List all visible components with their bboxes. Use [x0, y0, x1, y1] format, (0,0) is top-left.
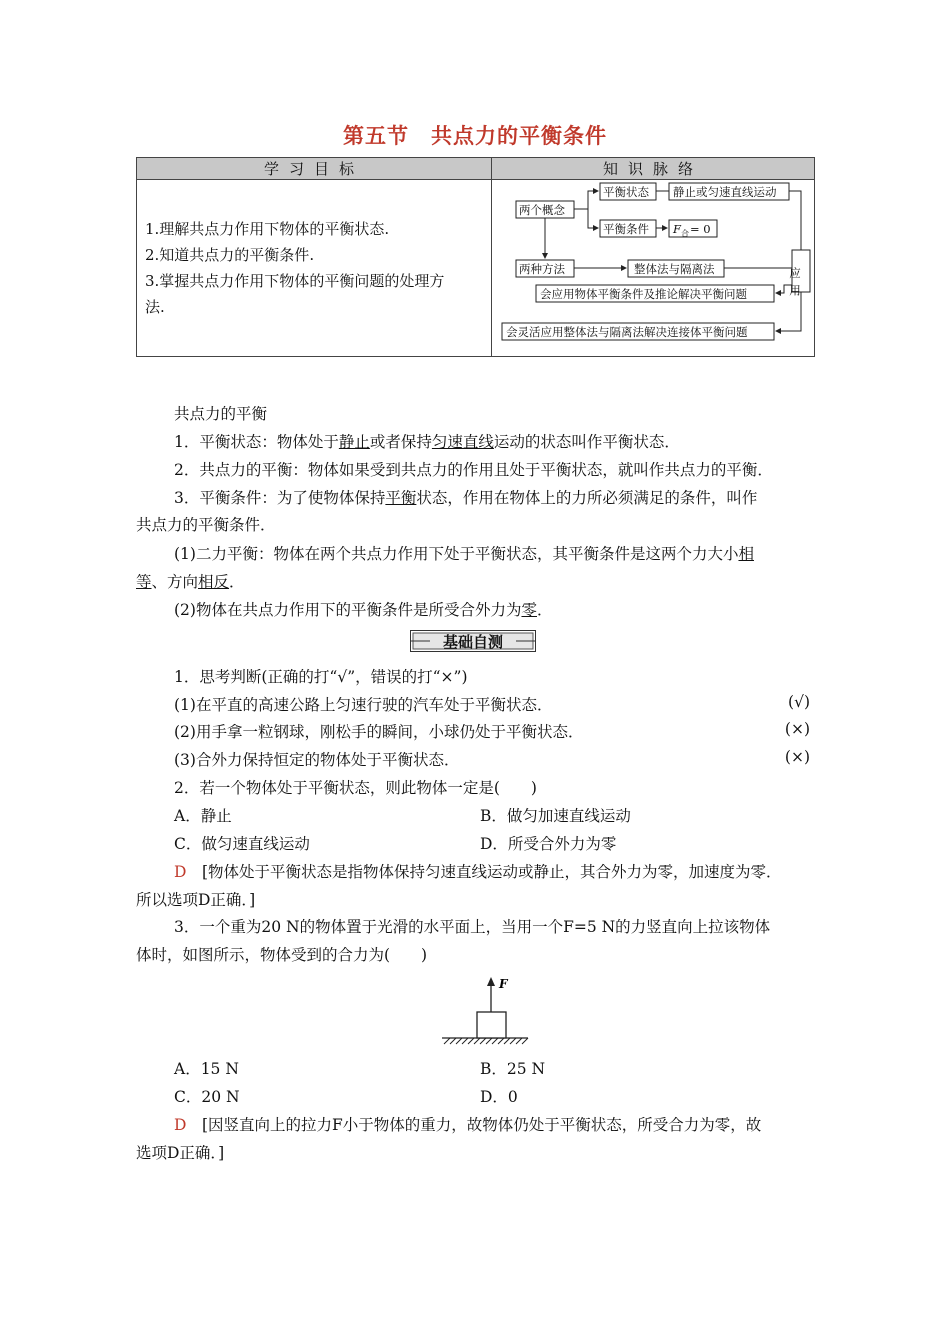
blank-uniform: 匀速直线 — [431, 433, 494, 451]
goal-3: 3.掌握共点力作用下物体的平衡问题的处理方 — [145, 272, 445, 290]
diag-f-eq: = 0 — [690, 222, 711, 236]
goals-cell — [137, 180, 492, 357]
q1-stem: 1．思考判断(正确的打“√”，错误的打“×”) — [174, 668, 468, 686]
block — [477, 1012, 506, 1038]
q3-stem-cont: 体时，如图所示，物体受到的合力为( ) — [136, 946, 428, 964]
force-figure — [436, 972, 536, 1048]
goal-1: 1.理解共点力作用下物体的平衡状态. — [145, 220, 390, 238]
blank-equal-2: 等 — [136, 573, 152, 591]
diag-two-methods: 两种方法 — [519, 262, 565, 276]
paragraph-3-cont: 共点力的平衡条件． — [136, 516, 276, 534]
q1-mark-3: (×) — [784, 748, 810, 766]
q2-option-d: D．所受合外力为零 — [480, 835, 617, 853]
blank-static: 静止 — [338, 433, 370, 451]
q3-option-c: C．20 N — [174, 1088, 240, 1106]
header-learning-goals: 学习目标 — [137, 158, 492, 180]
q3-answer: D — [174, 1116, 187, 1134]
q3-explanation: D [因竖直向上的拉力F小于物体的重力，故物体仍处于平衡状态，所受合力为零，故 — [174, 1116, 762, 1134]
self-test-badge — [410, 630, 536, 652]
badge-label: 基础自测 — [442, 633, 503, 651]
q3-option-a: A．15 N — [174, 1060, 239, 1078]
header-knowledge-map: 知识脉络 — [492, 158, 815, 180]
diag-balance-state: 平衡状态 — [603, 185, 649, 199]
q2-explanation-cont: 所以选项D正确．] — [136, 891, 256, 909]
q1-item-3: (3)合外力保持恒定的物体处于平衡状态． (×) — [174, 748, 810, 769]
diag-f-symbol: F — [673, 222, 681, 236]
blank-equal-1: 相 — [738, 545, 754, 563]
q1-item-1: (1)在平直的高速公路上匀速行驶的汽车处于平衡状态． (√) — [174, 693, 810, 714]
diag-whole-isolation: 整体法与隔离法 — [634, 262, 715, 276]
goal-2: 2.知道共点力的平衡条件. — [145, 246, 315, 264]
diag-apply-2: 会灵活应用整体法与隔离法解决连接体平衡问题 — [506, 325, 748, 339]
q1-mark-2: (×) — [784, 720, 810, 738]
page-title: 第五节 共点力的平衡条件 — [343, 123, 607, 148]
q3-explanation-cont: 选项D正确．] — [136, 1144, 225, 1162]
paragraph-1: 1．平衡状态：物体处于静止或者保持匀速直线运动的状态叫作平衡状态． — [174, 433, 680, 451]
knowledge-map-cell — [492, 180, 815, 357]
ground-hatch — [444, 1038, 528, 1044]
diag-apply-1: 会应用物体平衡条件及推论解决平衡问题 — [540, 287, 747, 301]
q3-stem: 3．一个重为20 N的物体置于光滑的水平面上，当用一个F=5 N的力竖直向上拉该物体 — [174, 918, 771, 936]
force-arrow-head — [487, 977, 495, 986]
q2-stem: 2．若一个物体处于平衡状态，则此物体一定是( ) — [174, 779, 537, 797]
q1-mark-1: (√) — [788, 693, 810, 711]
paragraph-4-cont: 等、方向相反． — [136, 573, 245, 591]
diag-apply: 应用 — [788, 267, 802, 302]
blank-balance: 平衡 — [385, 489, 417, 507]
diag-balance-condition: 平衡条件 — [603, 222, 649, 236]
q2-option-b: B．做匀加速直线运动 — [480, 807, 631, 825]
q1-item-2: (2)用手拿一粒钢球，刚松手的瞬间，小球仍处于平衡状态． (×) — [174, 720, 810, 741]
diag-two-concepts: 两个概念 — [519, 203, 565, 217]
blank-opposite: 相反 — [198, 573, 230, 591]
paragraph-3: 3．平衡条件：为了使物体保持平衡状态，作用在物体上的力所必须满足的条件，叫作 — [174, 489, 758, 507]
paragraph-2: 2．共点力的平衡：物体如果受到共点力的作用且处于平衡状态，就叫作共点力的平衡． — [174, 461, 773, 479]
q2-option-c: C．做匀速直线运动 — [174, 835, 310, 853]
paragraph-5: (2)物体在共点力作用下的平衡条件是所受合外力为零． — [174, 601, 553, 619]
goal-3-cont: 法. — [145, 298, 165, 316]
q3-option-d: D．0 — [480, 1088, 518, 1106]
knowledge-map-diagram — [492, 180, 814, 356]
q2-explanation: D [物体处于平衡状态是指物体保持匀速直线运动或静止，其合外力为零，加速度为零． — [174, 863, 782, 881]
q2-answer: D — [174, 863, 187, 881]
q3-option-b: B．25 N — [480, 1060, 546, 1078]
diag-static-or-uniform: 静止或匀速直线运动 — [673, 185, 777, 199]
blank-zero: 零 — [521, 601, 537, 619]
section-heading: 共点力的平衡 — [174, 405, 268, 423]
objectives-table — [136, 157, 815, 357]
q2-option-a: A．静止 — [174, 807, 232, 825]
paragraph-4: (1)二力平衡：物体在两个共点力作用下处于平衡状态，其平衡条件是这两个力大小相 — [174, 545, 754, 563]
diag-f-sub: 合 — [681, 229, 689, 238]
force-label: F — [499, 977, 508, 991]
